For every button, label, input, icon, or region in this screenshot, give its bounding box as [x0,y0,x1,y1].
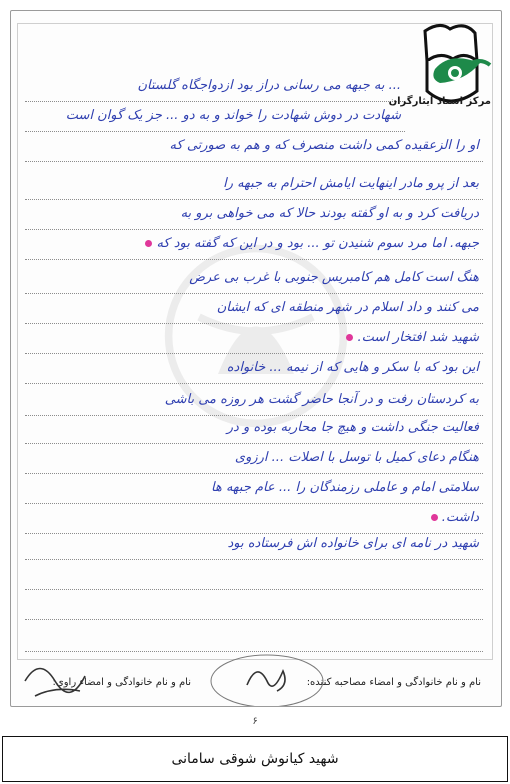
line-text: می کنند و داد اسلام در شهر منطقه ای که ایشان [216,300,479,315]
handwritten-line [25,413,483,444]
empty-ruled-line [25,621,483,652]
line-text: به کردستان رفت و در آنجا حاضر گشت هر روزه می باشی [164,392,479,407]
line-text: فعالیت جنگی داشت و هیچ جا محاربه بوده و در [226,420,479,435]
handwritten-line [25,293,483,324]
interviewer-stamp [207,651,327,707]
line-text: سلامتی امام و عاملی رزمندگان را ... عام جبهه ها [211,480,479,495]
line-text: بعد از پرو مادر اینهایت ایامش احترام به جبهه را [223,176,479,191]
handwritten-line [25,169,483,200]
interviewer-label: نام و نام خانوادگی و امضاء مصاحبه کننده: [306,677,481,688]
handwritten-line [25,263,483,294]
handwritten-line [25,101,405,132]
caption-box [2,736,508,782]
line-text: داشت. [441,510,479,525]
line-text: او را الزعقیده کمی داشت منصرف که و هم به صورتی که [169,138,479,153]
handwritten-line [25,529,483,560]
line-text: شهادت در دوش شهادت را خواند و به دو ... جز یک گوان است [65,108,401,123]
line-text: دریافت کرد و به او گفته بودند حالا که می خواهی برو به [180,206,479,221]
line-text: این بود که با سکر و هایی که از نیمه ... خانواده [226,360,479,375]
line-text: شهید در نامه ای برای خانواده اش فرستاده بود [227,536,479,551]
pink-dot-marker [431,514,438,521]
narrator-signature [15,651,95,707]
pink-dot-marker [346,334,353,341]
empty-ruled-line [25,559,483,590]
line-text: جبهه. اما مرد سوم شنیدن تو ... بود و در این که گفته بود که [156,236,479,251]
handwritten-line [25,131,483,162]
line-text: شهید شد افتخار است. [357,330,479,345]
empty-ruled-line [25,589,483,620]
manuscript-page [10,10,502,707]
handwritten-line [25,473,483,504]
handwritten-line [25,199,483,230]
line-text: هنگ است کامل هم کامبریس جنوبی با غرب بی عرض [189,270,479,285]
handwritten-line [25,353,483,384]
handwritten-line [25,71,405,102]
narrator-label: نام و نام خانوادگی و امضاء راوی: [52,677,191,688]
pink-dot-marker [145,240,152,247]
page-number: ۶ [252,716,258,727]
handwritten-line [25,323,483,354]
line-text: هنگام دعای کمیل با توسل با اصلات ... ارزوی [234,450,479,465]
logo-text: مرکز اسناد ایثارگران [388,96,491,107]
handwritten-line [25,443,483,474]
handwritten-line [25,229,483,260]
line-text: ... به جبهه می رسانی دراز بود ازدواجگاه گلستان [137,78,401,93]
handwritten-line [25,385,483,416]
caption-text: شهید کیانوش شوقی سامانی [171,751,339,767]
